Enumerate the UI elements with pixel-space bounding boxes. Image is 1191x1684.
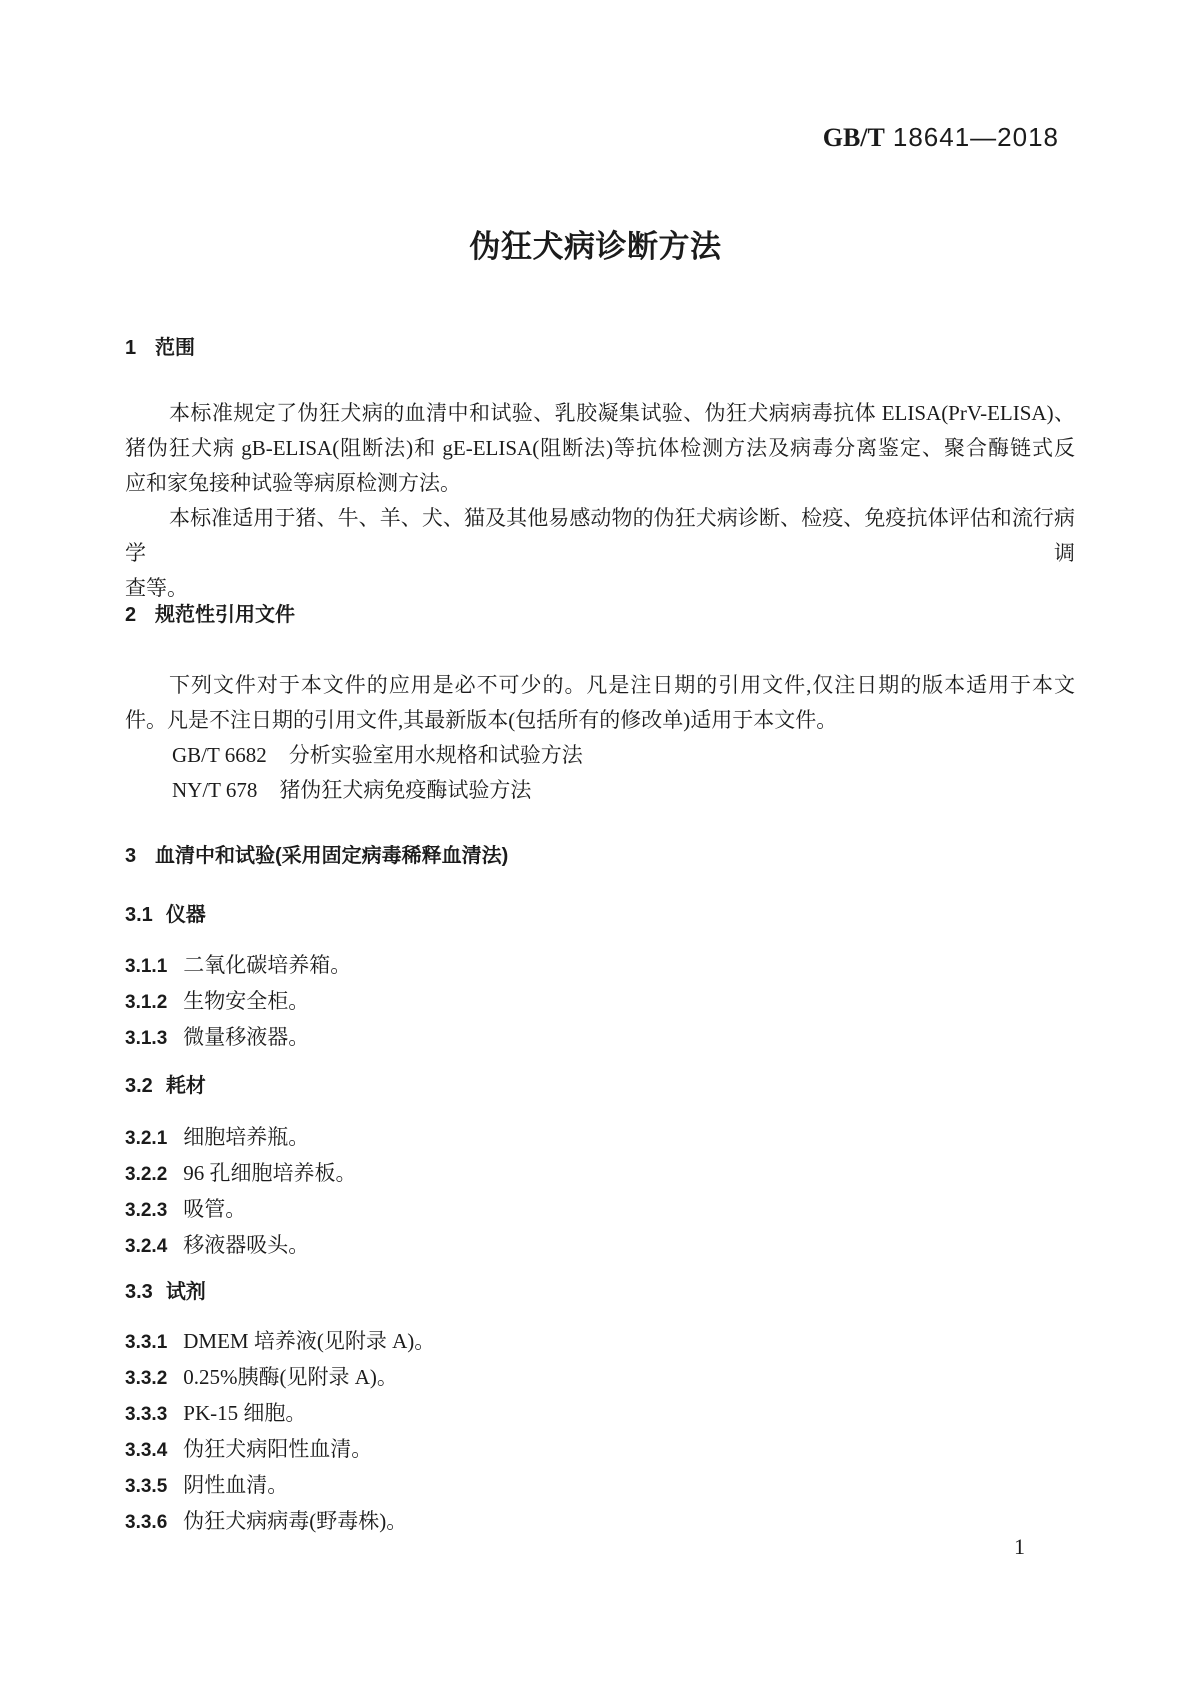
clause-number: 3.2.4 xyxy=(125,1236,168,1257)
document-title: 伪狂犬病诊断方法 xyxy=(469,229,722,264)
paragraph-line: 猪伪狂犬病 gB-ELISA(阻断法)和 gE-ELISA(阻断法)等抗体检测方法及病毒分离鉴定、聚合酶链式反 xyxy=(125,436,1075,460)
subsection-3-1-number: 3.1 xyxy=(125,904,153,926)
clause-text: 移液器吸头。 xyxy=(183,1233,310,1257)
section-2-title: 规范性引用文件 xyxy=(155,604,295,626)
clause-text: 阴性血清。 xyxy=(183,1473,289,1497)
clause-item xyxy=(125,1504,1075,1540)
clause-number: 3.2.3 xyxy=(125,1200,168,1221)
clause-item xyxy=(125,984,1075,1020)
clause-item xyxy=(125,1360,1075,1396)
subsection-3-3-title: 试剂 xyxy=(165,1281,206,1303)
section-2-heading xyxy=(125,602,295,628)
reference-code: GB/T 6682 xyxy=(172,743,267,767)
clause-number: 3.3.3 xyxy=(125,1404,168,1425)
clause-item xyxy=(125,1468,1075,1504)
clause-text: PK-15 细胞。 xyxy=(183,1401,307,1425)
clause-item xyxy=(125,1156,1075,1192)
reference-item xyxy=(125,773,1122,808)
page-number: 1 xyxy=(1014,1534,1025,1559)
paragraph-line: 查等。 xyxy=(125,576,188,600)
paragraph-line: 件。凡是不注日期的引用文件,其最新版本(包括所有的修改单)适用于本文件。 xyxy=(125,708,838,732)
subsection-3-2-heading xyxy=(125,1073,206,1099)
clause-text: DMEM 培养液(见附录 A)。 xyxy=(183,1329,436,1353)
section-1-heading xyxy=(125,335,195,361)
subsection-3-3-heading xyxy=(125,1279,206,1305)
section-2-number: 2 xyxy=(125,604,137,626)
reference-name: 分析实验室用水规格和试验方法 xyxy=(288,743,583,767)
reference-code: NY/T 678 xyxy=(172,778,258,802)
clause-number: 3.1.1 xyxy=(125,956,168,977)
clause-text: 吸管。 xyxy=(183,1197,247,1221)
clause-text: 96 孔细胞培养板。 xyxy=(183,1161,357,1185)
clause-text: 二氧化碳培养箱。 xyxy=(183,953,352,977)
standard-code-prefix: GB/T xyxy=(822,123,885,152)
reference-name: 猪伪狂犬病免疫酶试验方法 xyxy=(279,778,532,802)
clause-number: 3.3.4 xyxy=(125,1440,168,1461)
reference-item xyxy=(125,738,1122,773)
clause-number: 3.2.2 xyxy=(125,1164,168,1185)
clause-number: 3.3.6 xyxy=(125,1512,168,1533)
clause-item xyxy=(125,1120,1075,1156)
clause-text: 生物安全柜。 xyxy=(183,989,310,1013)
section-1-title: 范围 xyxy=(155,337,195,359)
subsection-3-1-items xyxy=(125,948,1075,1056)
section-3-heading xyxy=(125,843,508,869)
standard-code-number: 18641—2018 xyxy=(892,122,1059,152)
clause-item xyxy=(125,1192,1075,1228)
clause-number: 3.3.5 xyxy=(125,1476,168,1497)
section-3-number: 3 xyxy=(125,845,137,867)
clause-text: 0.25%胰酶(见附录 A)。 xyxy=(183,1365,398,1389)
clause-item xyxy=(125,948,1075,984)
clause-item xyxy=(125,1020,1075,1056)
section-2-body xyxy=(125,668,1075,808)
subsection-3-2-title: 耗材 xyxy=(165,1075,206,1097)
section-1-number: 1 xyxy=(125,337,137,359)
paragraph-line: 应和家兔接种试验等病原检测方法。 xyxy=(125,471,461,495)
paragraph-line: 本标准适用于猪、牛、羊、犬、猫及其他易感动物的伪狂犬病诊断、检疫、免疫抗体评估和流行病学调 xyxy=(125,506,1075,565)
clause-number: 3.2.1 xyxy=(125,1128,168,1149)
clause-number: 3.3.1 xyxy=(125,1332,168,1353)
subsection-3-3-number: 3.3 xyxy=(125,1281,153,1303)
subsection-3-1-heading xyxy=(125,902,206,928)
section-3-title: 血清中和试验(采用固定病毒稀释血清法) xyxy=(155,845,509,867)
subsection-3-1-title: 仪器 xyxy=(165,904,206,926)
subsection-3-2-items xyxy=(125,1120,1075,1264)
clause-item xyxy=(125,1228,1075,1264)
clause-text: 伪狂犬病病毒(野毒株)。 xyxy=(183,1509,408,1533)
standard-code xyxy=(823,122,1059,153)
clause-text: 伪狂犬病阳性血清。 xyxy=(183,1437,373,1461)
clause-item xyxy=(125,1324,1075,1360)
clause-number: 3.1.2 xyxy=(125,992,168,1013)
paragraph-line: 下列文件对于本文件的应用是必不可少的。凡是注日期的引用文件,仅注日期的版本适用于本文 xyxy=(169,673,1075,697)
subsection-3-2-number: 3.2 xyxy=(125,1075,153,1097)
clause-text: 微量移液器。 xyxy=(183,1025,310,1049)
clause-number: 3.1.3 xyxy=(125,1028,168,1049)
clause-item xyxy=(125,1396,1075,1432)
subsection-3-3-items xyxy=(125,1324,1075,1540)
paragraph-line: 本标准规定了伪狂犬病的血清中和试验、乳胶凝集试验、伪狂犬病病毒抗体 ELISA(PrV-ELISA)、 xyxy=(169,401,1075,425)
clause-number: 3.3.2 xyxy=(125,1368,168,1389)
clause-text: 细胞培养瓶。 xyxy=(183,1125,310,1149)
clause-item xyxy=(125,1432,1075,1468)
section-1-body xyxy=(125,396,1075,606)
